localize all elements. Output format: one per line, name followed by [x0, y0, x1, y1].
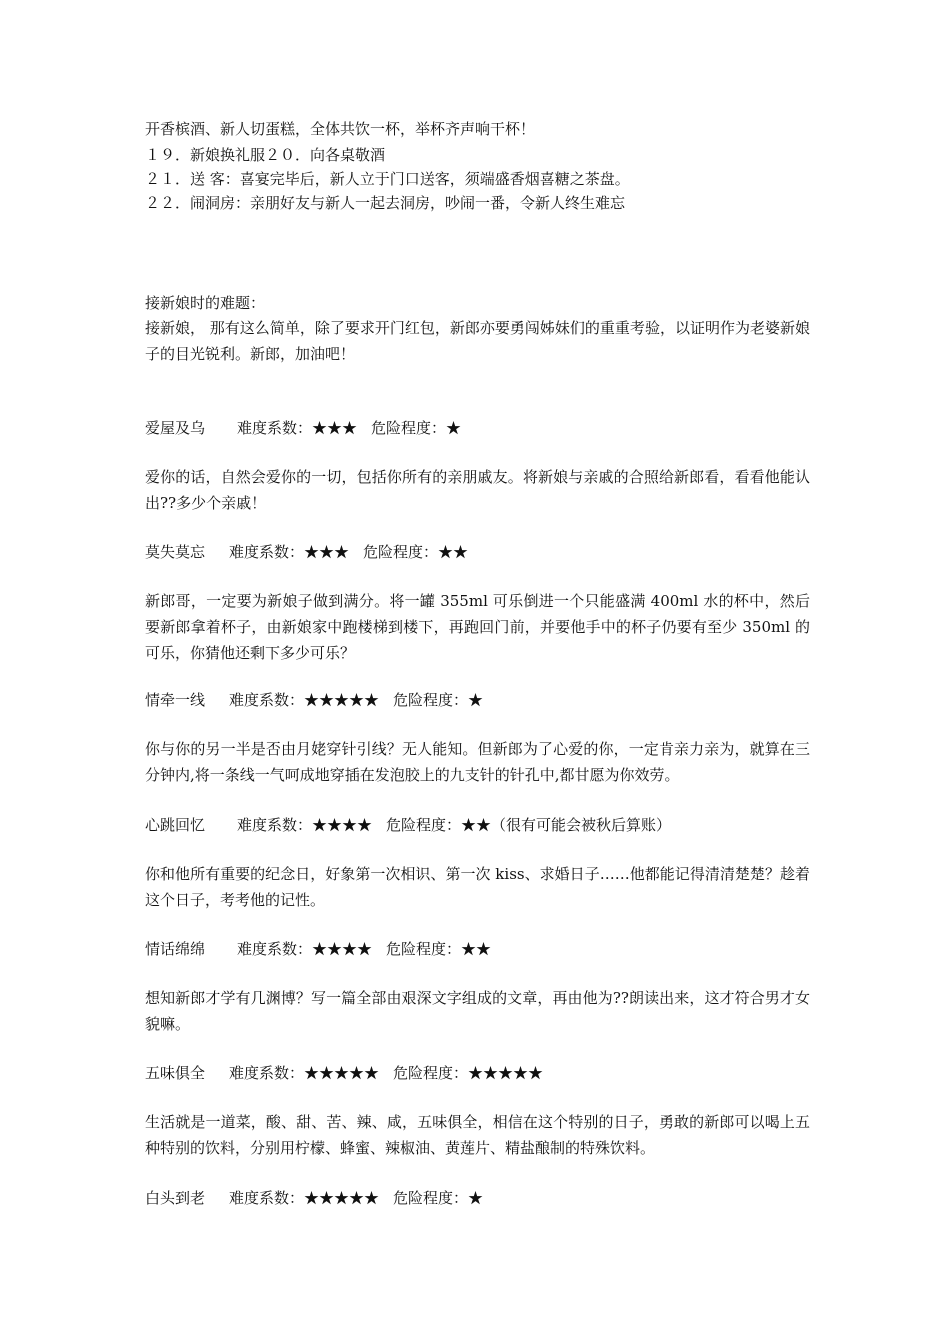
challenge-header — [145, 1188, 483, 1208]
ceremony-line: １９．新娘换礼服２０．向各桌敬酒 — [145, 146, 386, 164]
difficulty-rating: 难度系数：★★★★★ — [229, 1064, 380, 1082]
challenge-name: 情牵一线 — [145, 691, 206, 709]
difficulty-rating: 难度系数：★★★ — [237, 419, 358, 437]
challenge-header — [145, 418, 461, 438]
challenge-description: 你与你的另一半是否由月姥穿针引线？无人能知。但新郎为了心爱的你，一定肯亲力亲为，就算在三分钟内,将一条线一气呵成地穿插在发泡胶上的九支针的针孔中,都甘愿为你效劳。 — [145, 740, 810, 784]
danger-rating: 危险程度：★★★★★ — [393, 1064, 544, 1082]
challenge-description: 爱你的话，自然会爱你的一切，包括你所有的亲朋戚友。将新娘与亲戚的合照给新郎看，看看他能认出??多少个亲戚！ — [145, 468, 810, 512]
difficulty-rating: 难度系数：★★★★ — [237, 940, 373, 958]
challenge-description: 新郎哥，一定要为新娘子做到满分。将一罐 355ml 可乐倒进一个只能盛满 400ml 水的杯中，然后要新郎拿着杯子，由新娘家中跑楼梯到楼下，再跑回门前，并要他手中的杯子仍要有至少 350ml 的可乐，你猜他还剩下多少可乐？ — [145, 592, 810, 662]
difficulty-rating: 难度系数：★★★★★ — [229, 691, 380, 709]
ceremony-line: ２２．闹洞房：亲朋好友与新人一起去洞房，吵闹一番，令新人终生难忘 — [145, 194, 626, 212]
challenge-name: 情话绵绵 — [145, 940, 206, 958]
danger-rating: 危险程度：★★ — [363, 543, 469, 561]
challenge-header — [145, 939, 491, 959]
challenge-name: 心跳回忆 — [145, 816, 206, 834]
danger-rating: 危险程度：★★（很有可能会被秋后算账） — [386, 816, 672, 834]
difficulty-rating: 难度系数：★★★★★ — [229, 1189, 380, 1207]
challenge-header — [145, 815, 671, 835]
difficulty-rating: 难度系数：★★★ — [229, 543, 350, 561]
danger-rating: 危险程度：★ — [393, 1189, 484, 1207]
ceremony-line: 开香槟酒、新人切蛋糕，全体共饮一杯，举杯齐声响干杯！ — [145, 120, 536, 138]
intro-paragraph: 接新娘， 那有这么简单，除了要求开门红包，新郎亦要勇闯姊妹们的重重考验，以证明作为老婆新娘子的目光锐利。新郎，加油吧！ — [145, 319, 810, 363]
danger-rating: 危险程度：★ — [371, 419, 462, 437]
intro-heading: 接新娘时的难题： — [145, 294, 266, 312]
challenge-header — [145, 1063, 543, 1083]
challenge-description: 你和他所有重要的纪念日，好象第一次相识、第一次 kiss、求婚日子……他都能记得清清楚楚？趁着这个日子，考考他的记性。 — [145, 865, 810, 909]
challenge-header — [145, 542, 468, 562]
ceremony-line: ２１．送 客：喜宴完毕后，新人立于门口送客，须端盛香烟喜糖之茶盘。 — [145, 170, 630, 188]
challenge-name: 五味俱全 — [145, 1064, 206, 1082]
challenge-name: 爱屋及乌 — [145, 419, 206, 437]
challenge-name: 莫失莫忘 — [145, 543, 206, 561]
challenge-header — [145, 690, 483, 710]
danger-rating: 危险程度：★ — [393, 691, 484, 709]
danger-rating: 危险程度：★★ — [386, 940, 492, 958]
challenge-description: 想知新郎才学有几渊博？写一篇全部由艰深文字组成的文章，再由他为??朗读出来，这才符合男才女貌嘛。 — [145, 989, 810, 1033]
challenge-name: 白头到老 — [145, 1189, 206, 1207]
difficulty-rating: 难度系数：★★★★ — [237, 816, 373, 834]
challenge-description: 生活就是一道菜，酸、甜、苦、辣、咸，五味俱全，相信在这个特别的日子，勇敢的新郎可以喝上五种特别的饮料，分别用柠檬、蜂蜜、辣椒油、黄莲片、精盐酿制的特殊饮料。 — [145, 1113, 810, 1157]
